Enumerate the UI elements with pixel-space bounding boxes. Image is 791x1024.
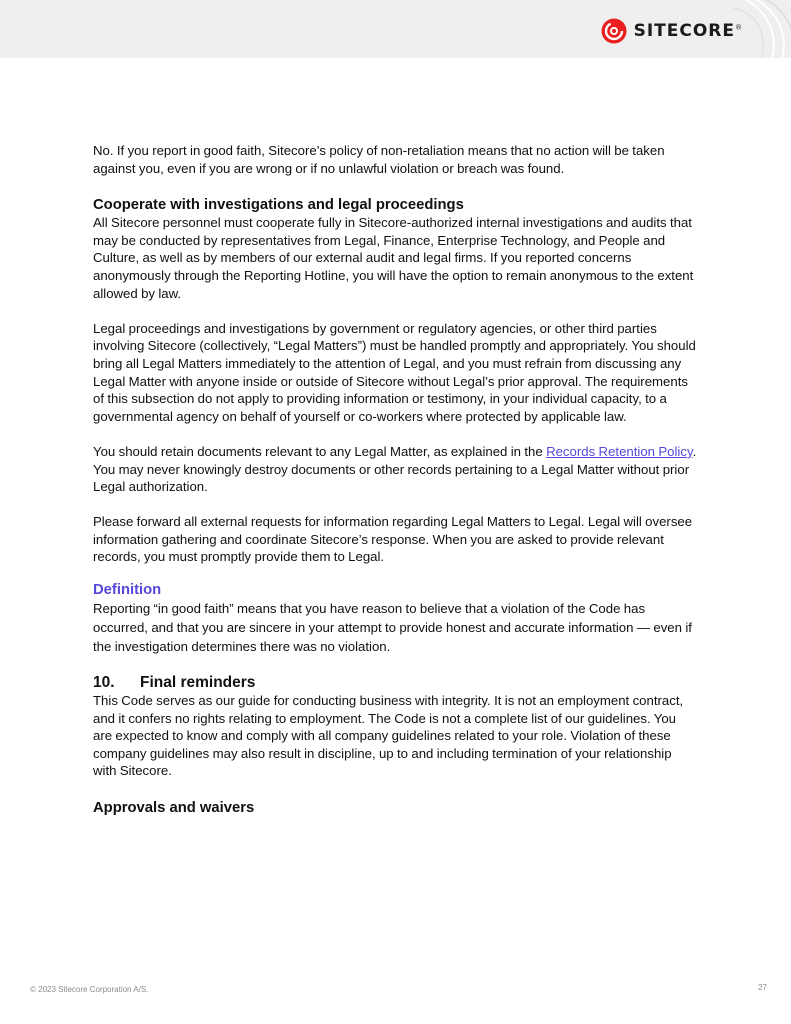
page-number: 27 [758, 983, 767, 992]
records-retention-policy-link[interactable]: Records Retention Policy [546, 443, 693, 459]
section-title: Final reminders [140, 674, 256, 692]
footer-copyright: © 2023 Sitecore Corporation A/S. [30, 985, 149, 994]
sitecore-logo-icon [601, 18, 627, 44]
decorative-arcs-icon [731, 0, 791, 58]
sitecore-logo[interactable] [601, 18, 743, 44]
spacer [93, 302, 698, 320]
paragraph-forward-requests: Please forward all external requests for information regarding Legal Matters to Legal. Legal will oversee information gathering and coordinate Sitecore’s response. When you are asked to provide relevant records, you must promptly provide them to Legal. [93, 514, 693, 565]
paragraph-definition: Reporting “in good faith” means that you have reason to believe that a violation of the Code has occurred, and that you are sincere in your attempt to provide honest and accurate information — even if the investigation determines there was no violation. [93, 601, 692, 655]
brand-name: SITECORE [633, 21, 735, 41]
paragraph-final-reminders: This Code serves as our guide for conducting business with integrity. It is not an employment contract, and it confers no rights relating to employment. The Code is not a complete list of our guidelines. You are expected to know and comply with all company guidelines related to your role. Violation of these company guidelines may also result in discipline, up to and including termination of your relationship with Sitecore. [93, 693, 684, 779]
heading-cooperate: Cooperate with investigations and legal proceedings [93, 197, 464, 214]
paragraph-non-retaliation: No. If you report in good faith, Sitecore’s policy of non-retaliation means that no action will be taken against you, even if you are wrong or if no unlawful violation or breach was found. [93, 143, 665, 176]
spacer [93, 425, 698, 443]
page-header [0, 0, 791, 58]
paragraph-cooperate: All Sitecore personnel must cooperate fully in Sitecore-authorized internal investigations and audits that may be conducted by representatives from Legal, Finance, Enterprise Technology, and People and Culture, as well as by members of our external audit and legal firms. If you reported concerns anonymously through the Reporting Hotline, you will have the option to remain anonymous to the extent allowed by law. [93, 215, 694, 301]
heading-approvals-waivers: Approvals and waivers [93, 800, 255, 817]
section-number: 10. [93, 674, 115, 692]
trademark-symbol: ® [735, 23, 743, 32]
spacer [93, 496, 698, 514]
paragraph-legal-proceedings: Legal proceedings and investigations by government or regulatory agencies, or other third parties involving Sitecore (collectively, “Legal Matters”) must be handled promptly and appropriately. You should bring all Legal Matters immediately to the attention of Legal, and you must refrain from discussing any Legal Matter with anyone inside or outside of Sitecore without Legal’s prior approval. The requirements of this subsection do not apply to providing information or testimony, in your individual capacity, to a governmental agency on behalf of yourself or co-workers where protected by applicable law. [93, 320, 696, 424]
section-heading-final-reminders [93, 673, 698, 692]
main-content [93, 142, 698, 817]
paragraph-retain-documents: You should retain documents relevant to any Legal Matter, as explained in the Records Retention Policy. You may never knowingly destroy documents or other records pertaining to a Legal Matter without prior Legal authorization. [93, 443, 697, 495]
heading-definition: Definition [93, 582, 162, 599]
